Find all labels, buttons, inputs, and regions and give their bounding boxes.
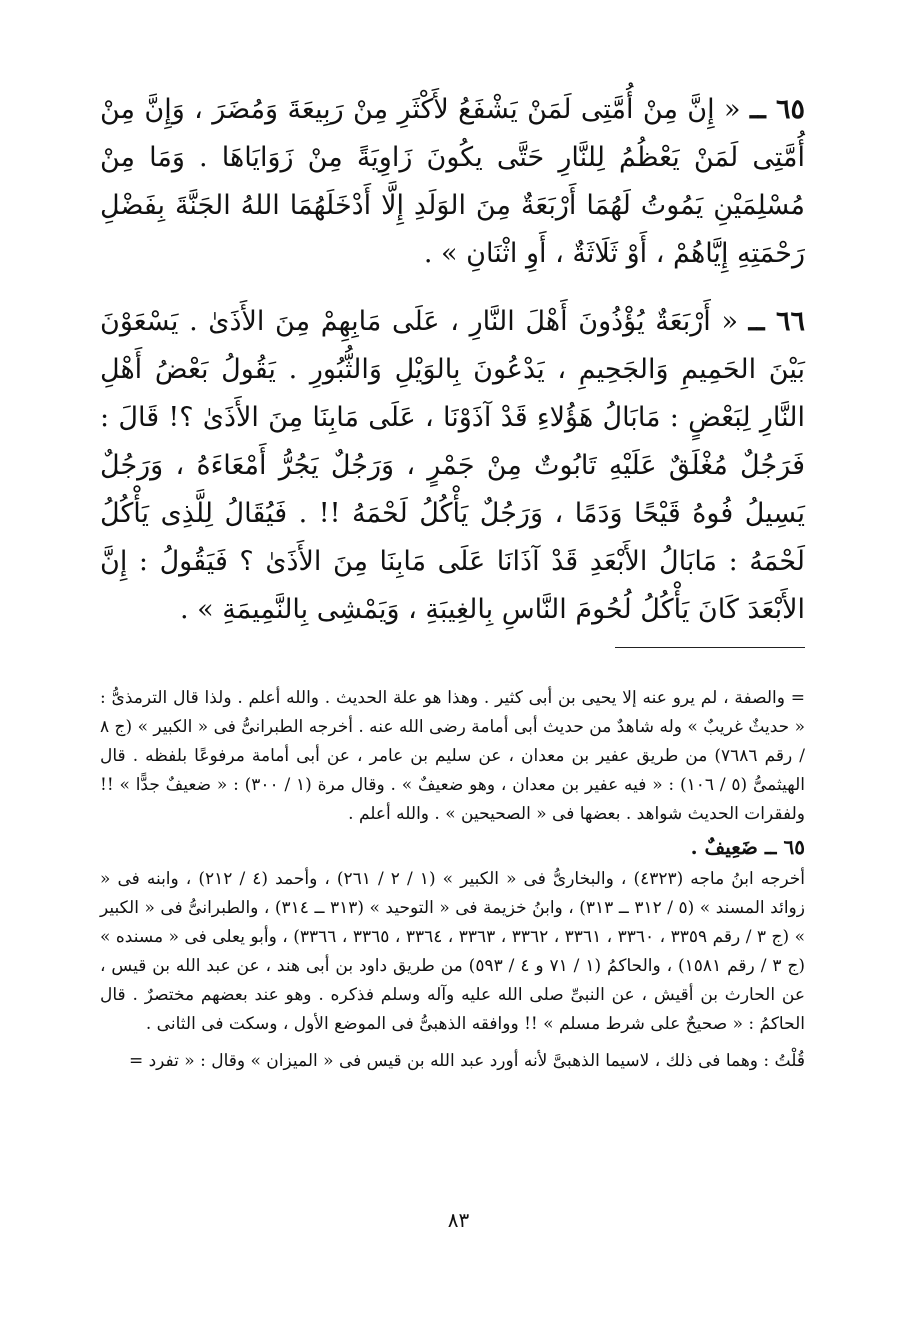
footnote-qultu: قُلْتُ : وهما فى ذلك ، لاسيما الذهبىَّ لأنه أورد عبد الله بن قيس فى « الميزان » وقال : « تفرد = xyxy=(128,1051,805,1071)
hadith-65 xyxy=(100,86,805,278)
main-text xyxy=(100,86,805,634)
footnotes xyxy=(100,684,805,1076)
hadith-text: « أَرْبَعَةٌ يُؤْذُونَ أَهْلَ النَّارِ ، عَلَى مَابِهِمْ مِنَ الأَذَىٰ . يَسْعَوْنَ بَيْنَ الحَمِيمِ وَالجَحِيمِ ، يَدْعُونَ بِالوَيْلِ وَالثُّبُورِ . يَقُولُ بَعْضُ أَهْلِ النَّارِ لِبَعْضٍ : مَابَالُ هَؤُلاءِ قَدْ آذَوْنَا ، عَلَى مَابِنَا مِنَ الأَذَىٰ ؟! قَالَ : فَرَجُلٌ مُغْلَقٌ عَلَيْهِ تَابُوتٌ مِنْ جَمْرٍ ، وَرَجُلٌ يَجُرُّ أَمْعَاءَهُ ، وَرَجُلٌ يَسِيلُ فُوهُ قَيْحًا وَدَمًا ، وَرَجُلٌ يَأْكُلُ لَحْمَهُ !! . فَيُقَالُ لِلَّذِى يَأْكُلُ لَحْمَهُ : مَابَالُ الأَبْعَدِ قَدْ آذَانَا عَلَى مَابِنَا مِنَ الأَذَىٰ ؟ فَيَقُولُ : إِنَّ الأَبْعَدَ كَانَ يَأْكُلُ لُحُومَ النَّاسِ بِالغِيبَةِ ، وَيَمْشِى بِالنَّمِيمَةِ » . xyxy=(100,306,805,625)
footnote-continuation: = والصفة ، لم يرو عنه إلا يحيى بن أبى كثير . وهذا هو علة الحديث . والله أعلم . ولذا قال الترمذىُّ : « حديثٌ غريبٌ » وله شاهدٌ من حديث أبى أمامة رضى الله عنه . أخرجه الطبرانىُّ فى « الكبير » (ج ٨ / رقم ٧٦٨٦) من طريق عفير بن معدان ، عن سليم بن عامر ، عن أبى أمامة مرفوعًا بلفظه . قال الهيثمىُّ (٥ / ١٠٦) : « فيه عفير بن معدان ، وهو ضعيفٌ » . وقال مرة (١ / ٣٠٠) : « ضعيفٌ جدًّا » !! ولفقرات الحديث شواهد . بعضها فى « الصحيحين » . والله أعلم . xyxy=(100,688,805,824)
hadith-grade: ٦٥ ــ ضَعِيفٌ . xyxy=(690,835,805,859)
hadith-number: ٦٥ ــ xyxy=(749,94,805,125)
hadith-66 xyxy=(100,298,805,634)
hadith-text: « إِنَّ مِنْ أُمَّتِى لَمَنْ يَشْفَعُ لأَكْثَرِ مِنْ رَبِيعَةَ وَمُضَرَ ، وَإِنَّ مِنْ أُمَّتِى لَمَنْ يَعْظُمُ لِلنَّارِ حَتَّى يكُونَ زَاوِيَةً مِنْ زَوَايَاهَا . وَمَا مِنْ مُسْلِمَيْنِ يَمُوتُ لَهُمَا أَرْبَعَةٌ مِنَ الوَلَدِ إِلَّا أَدْخَلَهُمَا اللهُ الجَنَّةَ بِفَضْلِ رَحْمَتِهِ إِيَّاهُمْ ، أَوْ ثَلَاثَةٌ ، أَوِ اثْنَانِ » . xyxy=(100,94,805,269)
footnote-takhrij: أخرجه ابنُ ماجه (٤٣٢٣) ، والبخارىُّ فى « الكبير » (١ / ٢ / ٢٦١) ، وأحمد (٤ / ٢١٢) ، وابنه فى « زوائد المسند » (٥ / ٣١٢ ــ ٣١٣) ، وابنُ خزيمة فى « التوحيد » (٣١٣ ــ ٣١٤) ، والطبرانىُّ فى « الكبير » (ج ٣ / رقم ٣٣٥٩ ، ٣٣٦٠ ، ٣٣٦١ ، ٣٣٦٢ ، ٣٣٦٣ ، ٣٣٦٤ ، ٣٣٦٥ ، ٣٣٦٦) ، وأبو يعلى فى « مسنده » (ج ٣ / رقم ١٥٨١) ، والحاكمُ (١ / ٧١ و ٤ / ٥٩٣) من طريق داود بن أبى هند ، عن عبد الله بن قيس ، عن الحارث بن أقيش ، عن النبىِّ صلى الله عليه وآله وسلم فذكره . وهو عند بعضهم مختصرٌ . قال الحاكمُ : « صحيحٌ على شرط مسلم » !! ووافقه الذهبىُّ فى الموضع الأول ، وسكت فى الثانى . xyxy=(100,869,806,1034)
footnote-separator xyxy=(615,647,805,648)
page-number: ٨٣ xyxy=(447,1208,470,1232)
hadith-number: ٦٦ ــ xyxy=(748,306,805,337)
